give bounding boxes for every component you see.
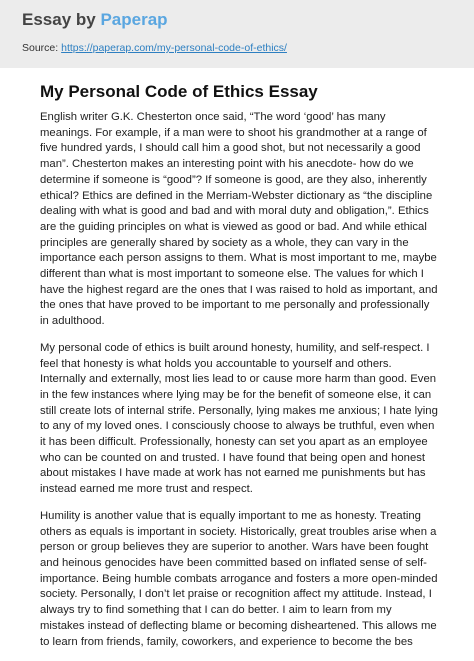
source-label: Source: (22, 42, 62, 54)
site-header (0, 0, 474, 68)
essay-body (40, 110, 438, 661)
essay-paragraph-1: English writer G.K. Chesterton once said, “The word ‘good’ has many meanings. For example, if a man were to shoot his grandmother at a range of five hundred yards, I should call him a good shot, but not necessarily a good man”. Chesterton makes an interesting point with his anecdote- how do we determine if someone is “good”? If someone is good, are they also, inherently ethical? Ethics are defined in the Merriam-Webster dictionary as “the discipline dealing with what is good and bad and with moral duty and obligation,”. Ethics are the guiding principles on what is viewed as good or bad. And while ethical principles are generally shared by society as a whole, they can vary in the importance each person assigns to them. What is most important to me, maybe different than what is most important to someone else. The values for which I have the highest regard are the ones that I was raised to hold as important, and the ones that have proved to be important to me personally and professionally in adulthood. (40, 111, 438, 328)
essay-paragraph-3: Humility is another value that is equally important to me as honesty. Treating others as equals is important in society. Historically, great troubles arise when a person or group believes they are superior to another. Wars have been fought and heinous genocides have been committed based on inflated sense of self-importance. Being humble combats arrogance and fosters a more open-minded society. Personally, I don’t let praise or recognition affect my attitude. Instead, I always try to find something that I can do better. I aim to learn from my mistakes instead of deflecting blame or becoming disheartened. This allows me to learn from friends, family, coworkers, and experience to become the bes (40, 509, 438, 648)
site-brand[interactable] (22, 10, 168, 30)
brand-name: Paperap (100, 10, 168, 29)
source-link[interactable]: https://paperap.com/my-personal-code-of-ethics/ (61, 42, 287, 54)
essay-paragraph-2: My personal code of ethics is built around honesty, humility, and self-respect. I feel that honesty is what holds you accountable to yourself and others. Internally and externally, most lies lead to or cause more harm than good. Even in the few instances where lying may be for the benefit of someone else, it can still create lots of internal strife. Personally, lying makes me anxious; I hate lying to any of my loved ones. I consciously choose to always be truthful, even when it has been difficult. Professionally, honesty can set you apart as an employee who can be counted on and trusted. I have found that being open and honest about mistakes I have made at work has not earned me punishments but has instead earned me more trust and respect. (40, 341, 438, 496)
essay-title: My Personal Code of Ethics Essay (40, 82, 318, 101)
brand-prefix: Essay by (22, 10, 101, 29)
source-line (22, 42, 287, 54)
